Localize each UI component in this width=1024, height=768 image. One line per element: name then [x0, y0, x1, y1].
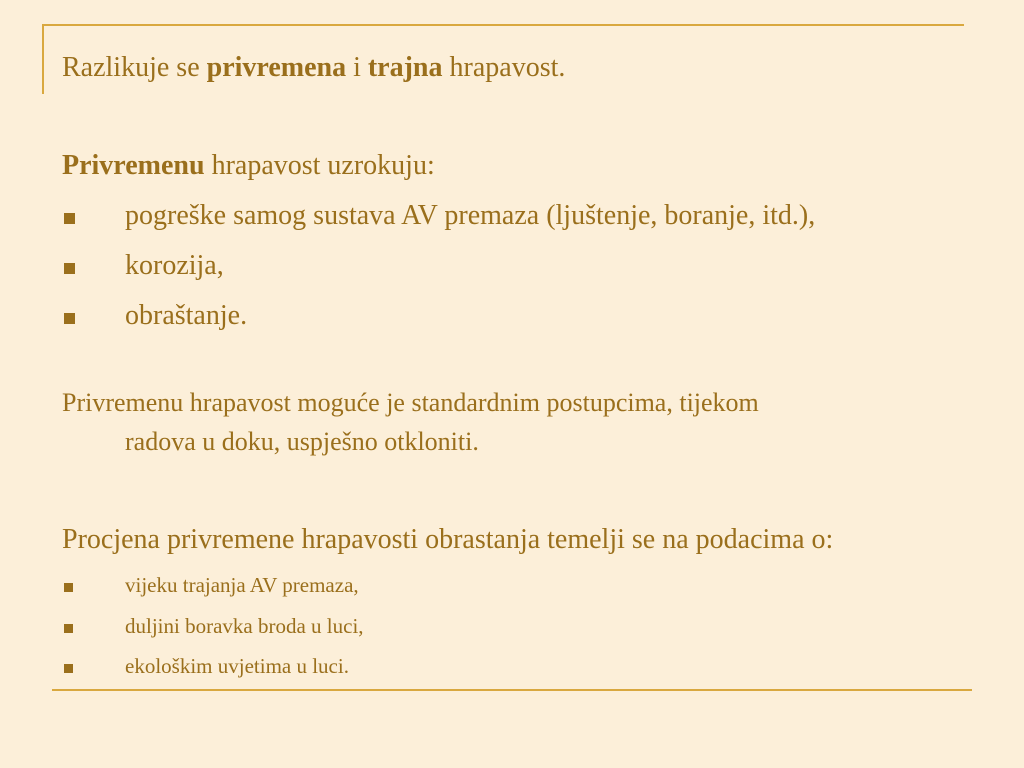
cause-item-2: korozija,: [125, 250, 224, 281]
removal-line-2: radova u doku, uspješno otkloniti.: [125, 427, 479, 456]
slide-heading: [62, 52, 565, 84]
estimate-lead: Procjena privremene hrapavosti obrastanja temelji se na podacima o:: [62, 524, 834, 555]
causes-lead-rest: hrapavost uzrokuju:: [204, 150, 435, 181]
causes-lead-bold: Privremenu: [62, 150, 205, 181]
estimate-item-3: ekološkim uvjetima u luci.: [125, 654, 349, 678]
top-rule: [42, 24, 964, 26]
heading-part-2: i: [346, 52, 368, 83]
left-rule: [42, 24, 44, 94]
heading-bold-1: privremena: [206, 52, 347, 83]
heading-part-3: hrapavost.: [442, 52, 566, 83]
bullet-square-icon: [64, 664, 73, 673]
removal-paragraph: [62, 383, 982, 461]
bullet-square-icon: [64, 263, 75, 274]
bullet-square-icon: [64, 313, 75, 324]
bullet-square-icon: [64, 624, 73, 633]
cause-item-1: pogreške samog sustava AV premaza (ljuštenje, boranje, itd.),: [125, 200, 816, 231]
bullet-square-icon: [64, 213, 75, 224]
estimate-item-1: vijeku trajanja AV premaza,: [125, 573, 359, 597]
bottom-rule: [52, 689, 972, 691]
cause-item-3: obraštanje.: [125, 300, 248, 331]
heading-bold-2: trajna: [367, 52, 443, 83]
bullet-square-icon: [64, 583, 73, 592]
heading-part-1: Razlikuje se: [62, 52, 207, 83]
causes-lead: [62, 150, 435, 182]
removal-line-1: Privremenu hrapavost moguće je standardnim postupcima, tijekom: [62, 388, 759, 417]
estimate-item-2: duljini boravka broda u luci,: [125, 614, 364, 638]
